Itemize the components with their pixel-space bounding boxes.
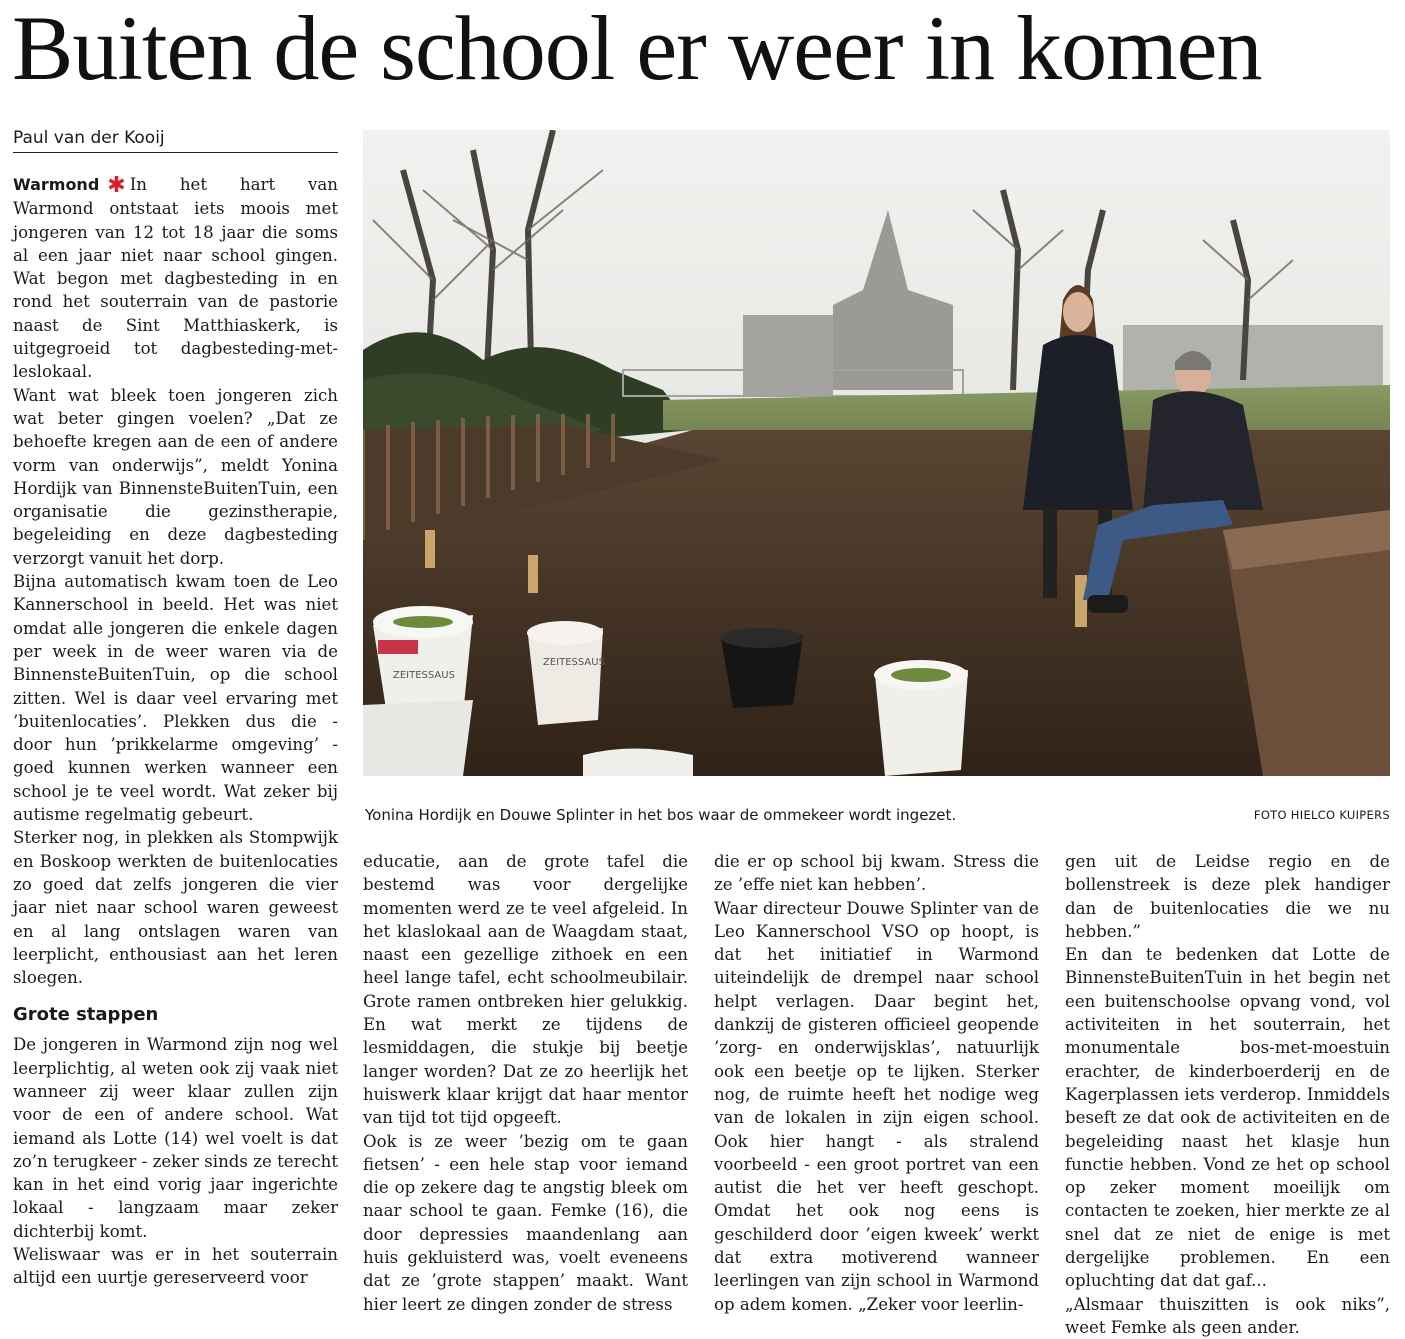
paragraph: En dan te bedenken dat Lotte de BinnensteBuitenTuin in het begin net een buitenschoolse opvang vond, vol activiteiten in het souterrain, het monumentale bos-met-moestuin erachter, de kinderboerderij en de Kagerplassen iets verderop. Inmiddels beseft ze dat ook de activiteiten en de begeleiding naast het klasje hun functie hebben. Vond ze het op school op zeker moment moeilijk om contacten te zoeken, hier merkte ze al snel dat ze niet de enige is met dergelijke problemen. En een opluchting dat dat gaf... xyxy=(1065,945,1390,1291)
paragraph: educatie, aan de grote tafel die bestemd was voor dergelijke momenten werd ze te veel afgeleid. In het klaslokaal aan de Waagdam staat, naast een gezellige zithoek en een heel lange tafel, echt schoolmeubilair. Grote ramen ontbreken hier gelukkig. En wat merkt ze tijdens de lesmiddagen, die stukje bij beetje langer worden? Dat ze zo heerlijk het huiswerk klaar krijgt dat haar mentor van tijd tot tijd opgeeft. xyxy=(363,852,688,1128)
photo-credit: FOTO HIELCO KUIPERS xyxy=(1253,808,1390,822)
bucket-label: ZEITESSAUS xyxy=(543,657,605,668)
paragraph: De jongeren in Warmond zijn nog wel leerplichtig, al weten ook zij vaak niet wanneer zij weer klaar zullen zijn voor de een of andere school. Wat iemand als Lotte (14) wel voelt is dat zo’n terugkeer - zeker sinds ze terecht kan in het eind vorig jaar ingerichte lokaal - langzaam maar zeker dichterbij komt. xyxy=(13,1035,338,1241)
byline: Paul van der Kooij xyxy=(13,127,338,153)
paragraph: Sterker nog, in plekken als Stompwijk en Boskoop werkten de buitenlocaties zo goed dat zelfs jongeren die vier jaar niet naar school waren geweest en al lang ontslagen waren van leerplicht, enthousiast aan het leren sloegen. xyxy=(13,828,338,988)
headline: Buiten de school er weer in komen xyxy=(12,0,1262,99)
paragraph: Waar directeur Douwe Splinter van de Leo Kannerschool VSO op hoopt, is dat het initiatief in Warmond uiteindelijk de drempel naar school helpt verlagen. Daar begint het, dankzij de gisteren officieel geopende ’zorg- en onderwijsklas’, natuurlijk ook een beetje op te lijken. Sterker nog, de ruimte heeft het nodige weg van de lokalen in zijn eigen school. Ook hier hangt - als stralend voorbeeld - een groot portret van een autist die het ver heeft geschopt. Omdat het ook nog eens is geschilderd door ’eigen kweek’ werkt dat extra motiverend wanneer leerlingen van zijn school in Warmond op adem komen. „Zeker voor leerlin- xyxy=(714,898,1039,1314)
paragraph: Weliswaar was er in het souterrain altijd een uurtje gereserveerd voor xyxy=(13,1245,338,1288)
article-column-2 xyxy=(363,850,688,1316)
article-column-4 xyxy=(1065,850,1390,1339)
lead-text: In het hart van Warmond ontstaat iets moois met jongeren van 12 tot 18 jaar die soms al een jaar niet naar school gingen. Wat begon met dagbesteding in en rond het souterrain van de pastorie naast de Sint Matthiaskerk, is uitgegroeid tot dagbesteding-met-leslokaal. xyxy=(13,175,338,382)
bucket-label: ZEITESSAUS xyxy=(393,670,455,681)
paragraph: Ook is ze weer ’bezig om te gaan fietsen’ - een hele stap voor iemand die op zekere dag te angstig bleek om naar school te gaan. Femke (16), die door depressies maandenlang aan huis gekluisterd was, voelt eveneens dat ze ’grote stappen’ maakt. Want hier leert ze dingen zonder de stress xyxy=(363,1131,688,1314)
article-column-1 xyxy=(13,173,338,1290)
article-column-3 xyxy=(714,850,1039,1316)
paragraph: gen uit de Leidse regio en de bollenstreek is deze plek handiger dan de buitenlocaties die we nu hebben.” xyxy=(1065,852,1390,941)
dateline: Warmond xyxy=(13,175,100,194)
article-photo xyxy=(363,130,1390,776)
paragraph: Want wat bleek toen jongeren zich wat beter gingen voelen? „Dat ze behoefte kregen aan de een of andere vorm van onderwijs”, meldt Yonina Hordijk van BinnensteBuitenTuin, een organisatie die gezinstherapie, begeleiding en deze dagbesteding verzorgt vanuit het dorp. xyxy=(13,385,338,568)
paragraph: die er op school bij kwam. Stress die ze ’effe niet kan hebben’. xyxy=(714,852,1039,895)
paragraph: „Alsmaar thuiszitten is ook niks”, weet Femke als geen ander. xyxy=(1065,1294,1390,1337)
lead-paragraph xyxy=(13,173,338,384)
photo-caption: Yonina Hordijk en Douwe Splinter in het bos waar de ommekeer wordt ingezet. xyxy=(365,806,957,824)
asterisk-icon: ✱ xyxy=(107,173,126,198)
paragraph: Bijna automatisch kwam toen de Leo Kannerschool in beeld. Het was niet omdat alle jongeren die enkele dagen per week in de weer waren via de BinnensteBuitenTuin, op die school zitten. Wel is daar veel ervaring met ’buitenlocaties’. Plekken dus die - door hun ’prikkelarme omgeving’ - goed kunnen werken wanneer een school je te veel wordt. Wat zeker bij autisme regelmatig gebeurt. xyxy=(13,572,338,825)
subheading: Grote stappen xyxy=(13,1004,159,1026)
